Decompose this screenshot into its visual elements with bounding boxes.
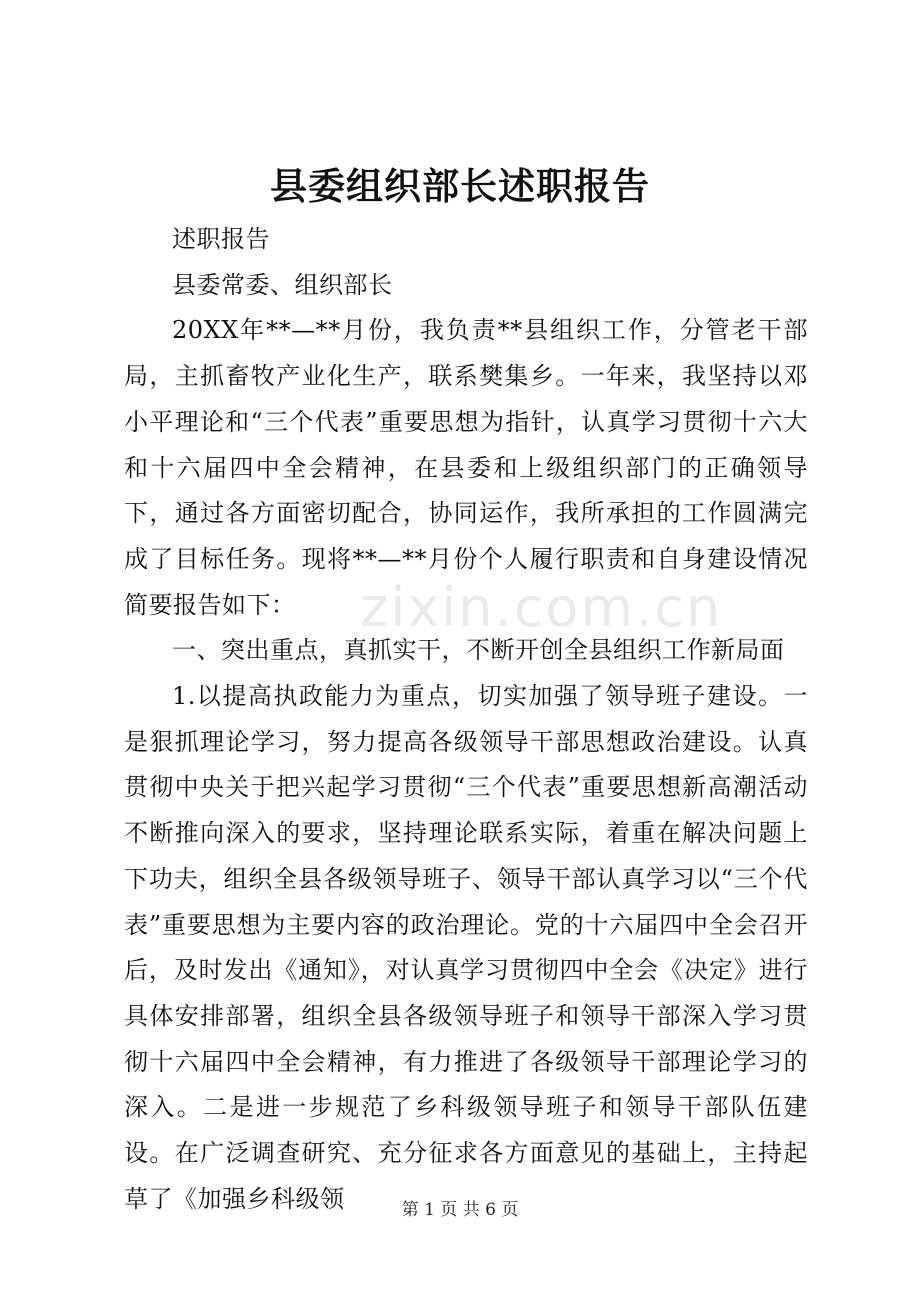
- paragraph-introduction: 20XX年**—**月份，我负责**县组织工作，分管老干部局，主抓畜牧产业化生产，联系樊集乡。一年来，我坚持以邓小平理论和“三个代表”重要思想为指针，认真学习贯彻十六大和十六届四中全会精神，在县委和上级组织部门的正确领导下，通过各方面密切配合，协同运作，我所承担的工作圆满完成了目标任务。现将**—**月份个人履行职责和自身建设情况简要报告如下：: [124, 316, 808, 619]
- paragraph-section-one-item-one: 1.以提高执政能力为重点，切实加强了领导班子建设。一是狠抓理论学习，努力提高各级领导干部思想政治建设。认真贯彻中央关于把兴起学习贯彻“三个代表”重要思想新高潮活动不断推向深入的要求，坚持理论联系实际，着重在解决问题上下功夫，组织全县各级领导班子、领导干部认真学习以“三个代表”重要思想为主要内容的政治理论。党的十六届四中全会召开后，及时发出《通知》，对认真学习贯彻四中全会《决定》进行具体安排部署，组织全县各级领导班子和领导干部深入学习贯彻十六届四中全会精神，有力推进了各级领导干部理论学习的深入。二是进一步规范了乡科级领导班子和领导干部队伍建设。在广泛调查研究、充分征求各方面意见的基础上，主持起草了《加强乡科级领: [124, 682, 808, 1213]
- watermark: zixin.com.cn: [360, 576, 723, 639]
- paragraph-author-position: 县委常委、组织部长: [172, 270, 393, 299]
- paragraph-section-one-heading: 一、突出重点，真抓实干，不断开创全县组织工作新局面: [172, 636, 785, 665]
- paragraph-heading-report: 述职报告: [172, 225, 270, 253]
- page-footer: 第 1 页 共 6 页: [401, 1200, 519, 1220]
- document-body: [124, 217, 808, 1222]
- document-title: 县委组织部长述职报告: [270, 164, 650, 208]
